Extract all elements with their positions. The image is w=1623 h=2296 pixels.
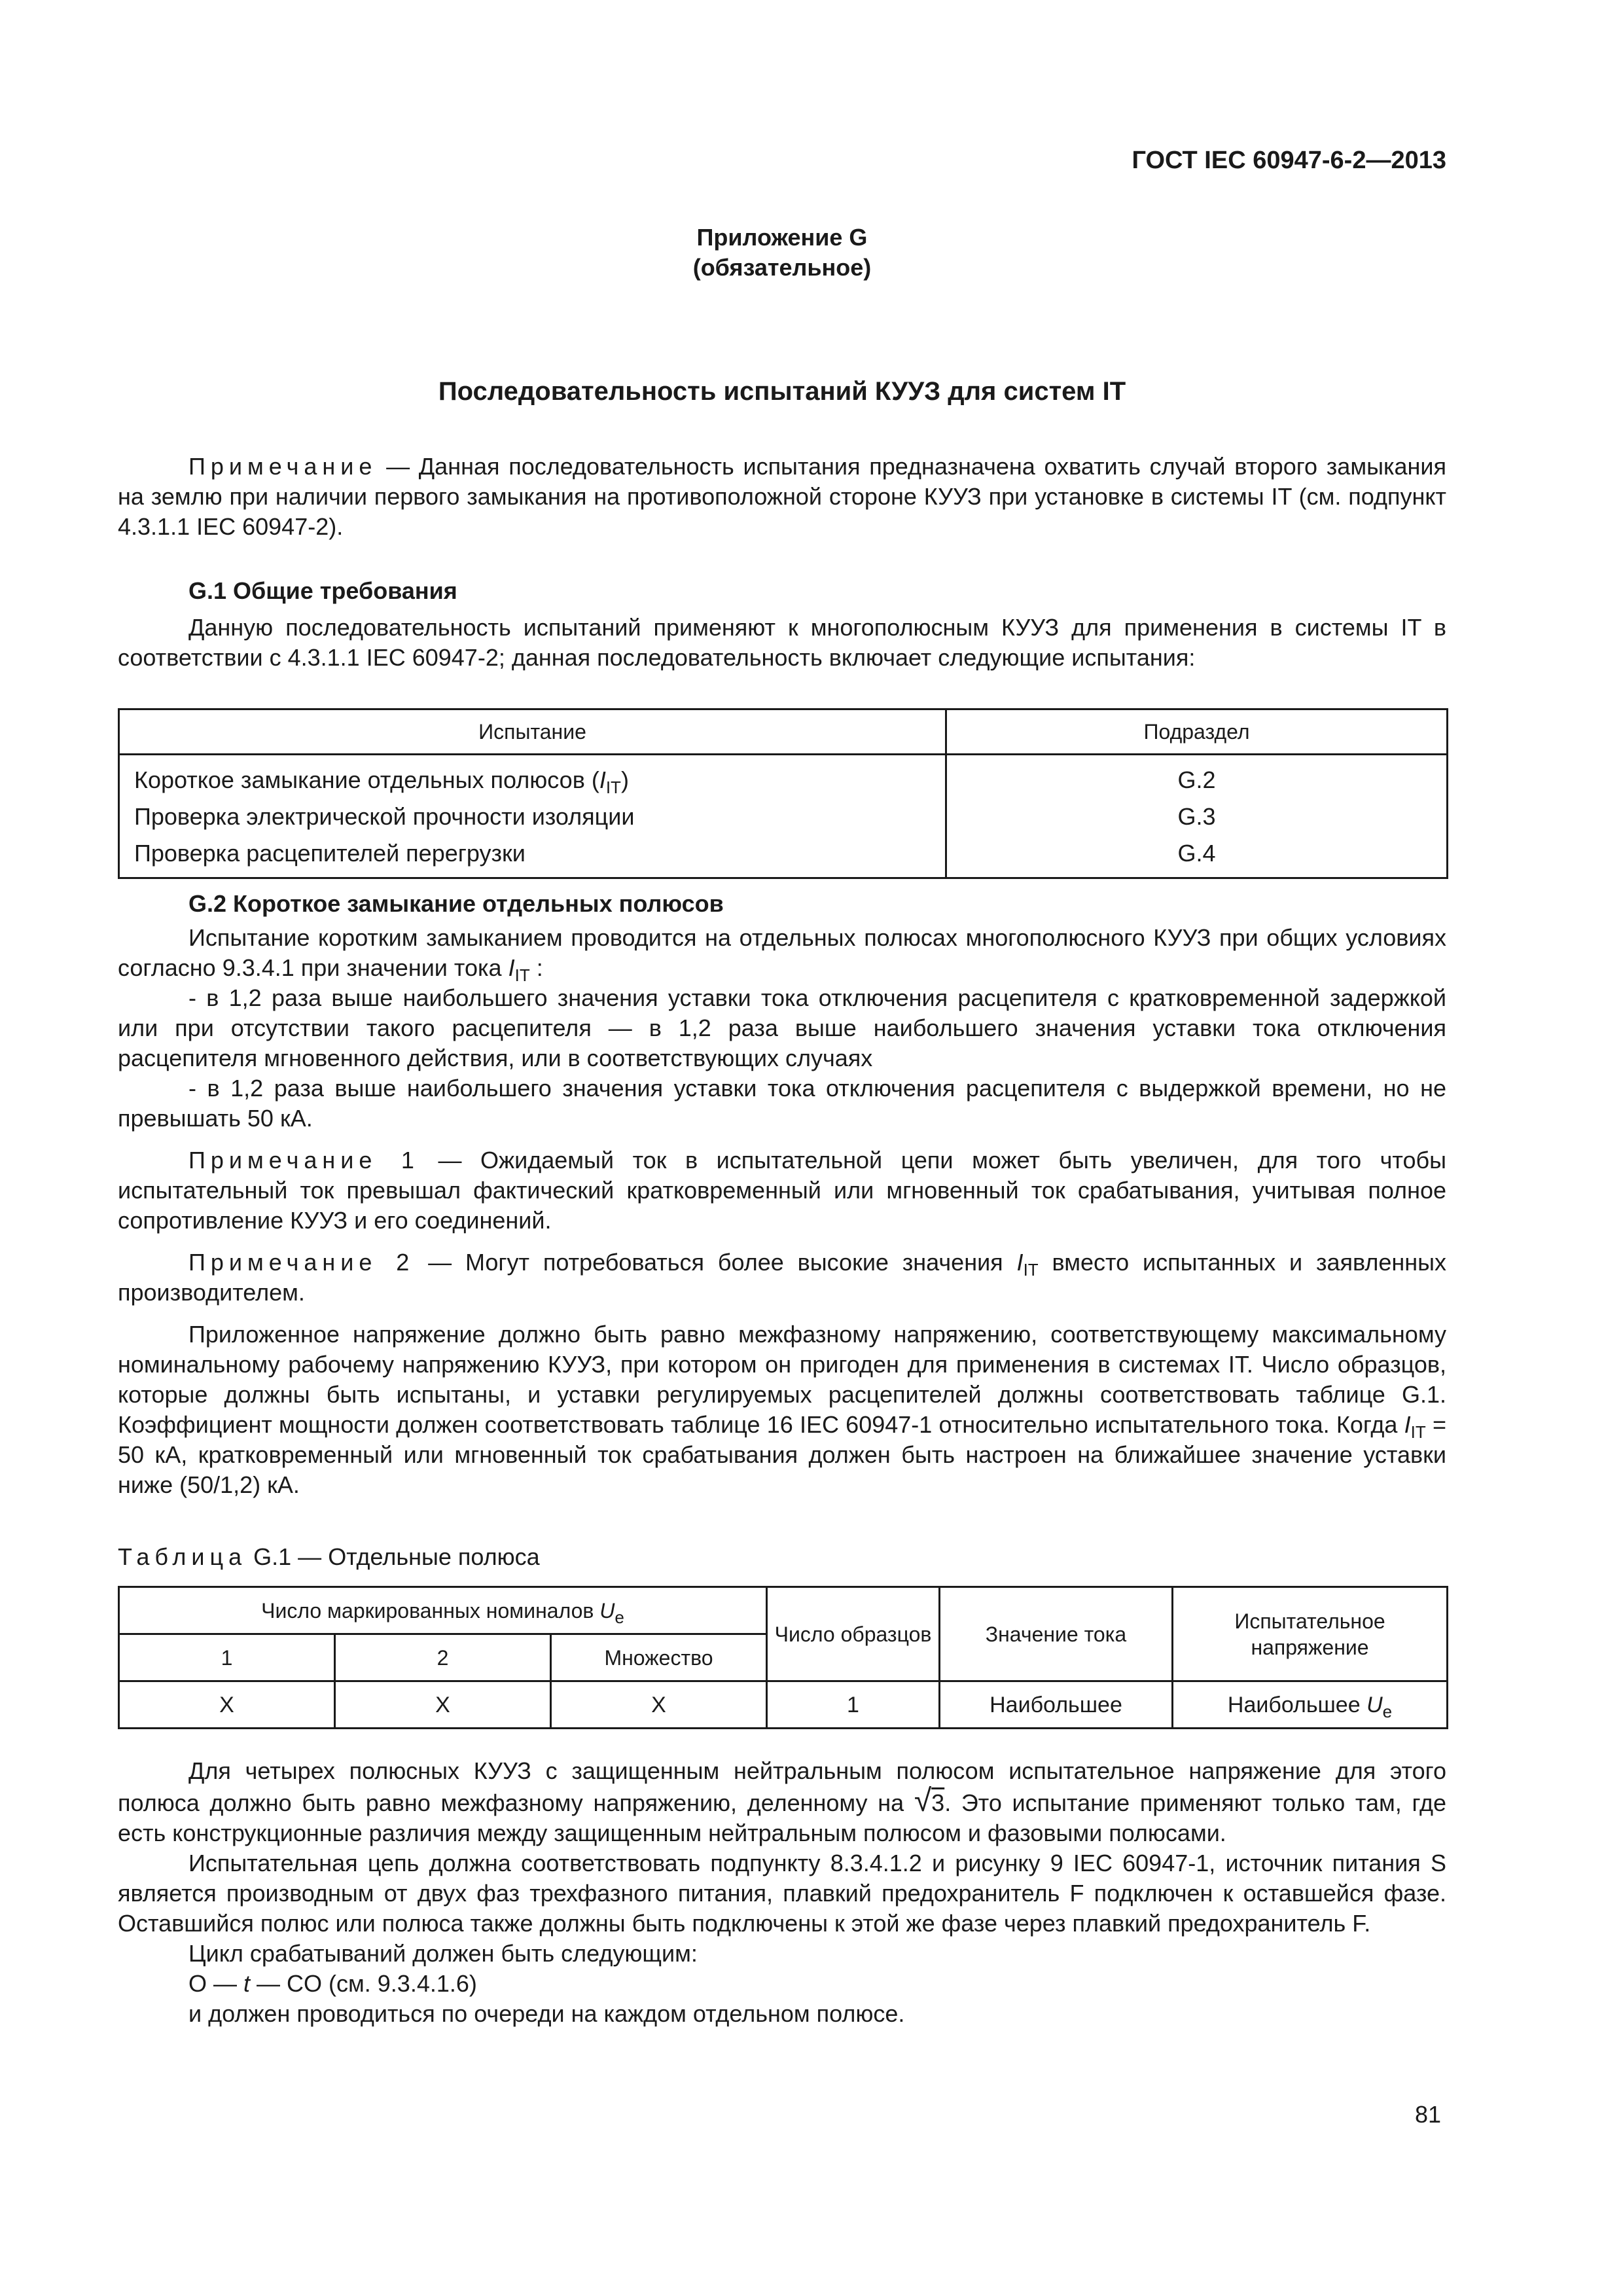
section-g1-text: Данную последовательность испытаний применяют к многополюсным КУУЗ для применения в системы IT в соответствии с 4.3.1.1 IEC 60947-2; данная последовательность включает следующие испытания: <box>118 614 1446 671</box>
voltage-paragraph: Приложенное напряжение должно быть равно межфазному напряжению, соответствующему максимальному номинальному рабочему напряжению КУУЗ, при котором он пригоден для применения в системах IT. Число образцов, которые должны быть испытаны, и уставки регулируемых расцепителей должны соответствовать таблице G.1. Коэффициент мощности должен соответствовать таблице 16 IEC 60947-1 относительно испытательного тока. Когда $I_{IT} = 50$ кА, кратковременный или мгновенный ток срабатывания должен быть настроен на ближайшее значение уставки ниже (50/1,2) кА. <box>118 1321 1446 1498</box>
header-one: 1 <box>119 1634 335 1681</box>
col-header-test: Испытание <box>119 709 946 755</box>
note-text: — Данная последовательность испытания предназначена охватить случай второго замыкания на землю при наличии первого замыкания на противоположной стороне КУУЗ при установке в системы IT (см. подпункт 4.3.1.1 IEC 60947-2). <box>118 453 1446 540</box>
table-row <box>119 835 1448 878</box>
note-label: Примечание <box>188 453 378 480</box>
sqrt-icon: √ <box>914 1784 932 1818</box>
document-page <box>118 0 1446 2296</box>
cycle-formula: O — t — CO (см. 9.3.4.1.6) <box>188 1970 477 1997</box>
table-g1-grid <box>118 1586 1448 1729</box>
cell-current: Наибольшее <box>940 1681 1173 1729</box>
header-many: Множество <box>551 1634 767 1681</box>
cell-many: X <box>551 1681 767 1729</box>
subsection-ref: G.2 <box>946 755 1448 799</box>
cell-one: X <box>119 1681 335 1729</box>
closing-section <box>118 1756 1446 2029</box>
test-name: Проверка электрической прочности изоляции <box>119 798 946 835</box>
header-voltage: Испытательное напряжение <box>1173 1587 1448 1681</box>
table-row <box>119 755 1448 799</box>
note-paragraph <box>118 452 1446 542</box>
tests-table-grid <box>118 708 1448 879</box>
cell-voltage: Наибольшее $U_e$ <box>1173 1681 1448 1729</box>
bullet-item: - в 1,2 раза выше наибольшего значения уставки тока отключения расцепителя с кратковременной задержкой или при отсутствии такого расцепителя — в 1,2 раза выше наибольшего значения уставки тока отключения расцепителя мгновенного действия, или в соответствующих случаях <box>118 984 1446 1071</box>
subsection-ref: G.4 <box>946 835 1448 878</box>
appendix-heading <box>118 223 1446 283</box>
bullet-item: - в 1,2 раза выше наибольшего значения уставки тока отключения расцепителя с выдержкой времени, но не превышать 50 кА. <box>118 1075 1446 1132</box>
cycle-note: и должен проводиться по очереди на каждом отдельном полюсе. <box>188 2000 905 2027</box>
page-number: 81 <box>1414 2101 1441 2128</box>
header-marked-ratings: Число маркированных номиналов $U_e$ <box>119 1587 767 1634</box>
section-g1 <box>118 576 1446 673</box>
appendix-status: (обязательное) <box>692 254 872 281</box>
header-two: 2 <box>335 1634 551 1681</box>
section-g2 <box>118 889 1446 1500</box>
note-1: Примечание 1 — Ожидаемый ток в испытательной цепи может быть увеличен, для того чтобы испытательный ток превышал фактический кратковременный или мгновенный ток срабатывания, учитывая полное сопротивление КУУЗ и его соединений. <box>118 1147 1446 1234</box>
col-header-subsection: Подраздел <box>946 709 1448 755</box>
intro-note <box>118 452 1446 542</box>
header-samples: Число образцов <box>767 1587 940 1681</box>
section-g2-paragraph: Испытание коротким замыканием проводится на отдельных полюсах многополюсного КУУЗ при общих условиях согласно 9.3.4.1 при значении тока $I_{IT}$ : <box>118 924 1446 985</box>
appendix-label: Приложение G <box>696 224 868 251</box>
header-current: Значение тока <box>940 1587 1173 1681</box>
table-g1 <box>118 1586 1446 1729</box>
document-code: ГОСТ IEC 60947-6-2—2013 <box>1132 147 1446 174</box>
page-title: Последовательность испытаний КУУЗ для систем IT <box>438 377 1126 406</box>
note-2: Примечание 2 — Могут потребоваться более высокие значения $I_{IT}$ вместо испытанных и заявленных производителем. <box>118 1249 1447 1306</box>
four-pole-paragraph: Для четырех полюсных КУУЗ с защищенным нейтральным полюсом испытательное напряжение для этого полюса должно быть равно межфазному напряжению, деленному на √3. Это испытание применяют только там, где есть конструкционные различия между защищенным нейтральным полюсом и фазовыми полюсами. <box>118 1757 1446 1846</box>
cycle-intro: Цикл срабатываний должен быть следующим: <box>188 1940 698 1967</box>
table-row <box>119 1681 1448 1729</box>
subsection-ref: G.3 <box>946 798 1448 835</box>
table-g1-caption: Таблица G.1 — Отдельные полюса <box>118 1543 540 1570</box>
test-circuit-paragraph: Испытательная цепь должна соответствовать подпункту 8.3.4.1.2 и рисунку 9 IEC 60947-1, источник питания S является производным от двух фаз трехфазного питания, плавкий предохранитель F подключен к оставшейся фазе. Оставшийся полюс или полюса также должны быть подключены к этой же фазе через плавкий предохранитель F. <box>118 1850 1446 1937</box>
section-g1-heading: G.1 Общие требования <box>188 577 457 604</box>
test-name: Короткое замыкание отдельных полюсов $(I_{IT})$ <box>119 755 946 799</box>
cell-samples: 1 <box>767 1681 940 1729</box>
test-name: Проверка расцепителей перегрузки <box>119 835 946 878</box>
section-g2-heading: G.2 Короткое замыкание отдельных полюсов <box>188 890 724 917</box>
tests-table <box>118 708 1446 879</box>
table-row <box>119 798 1448 835</box>
cell-two: X <box>335 1681 551 1729</box>
